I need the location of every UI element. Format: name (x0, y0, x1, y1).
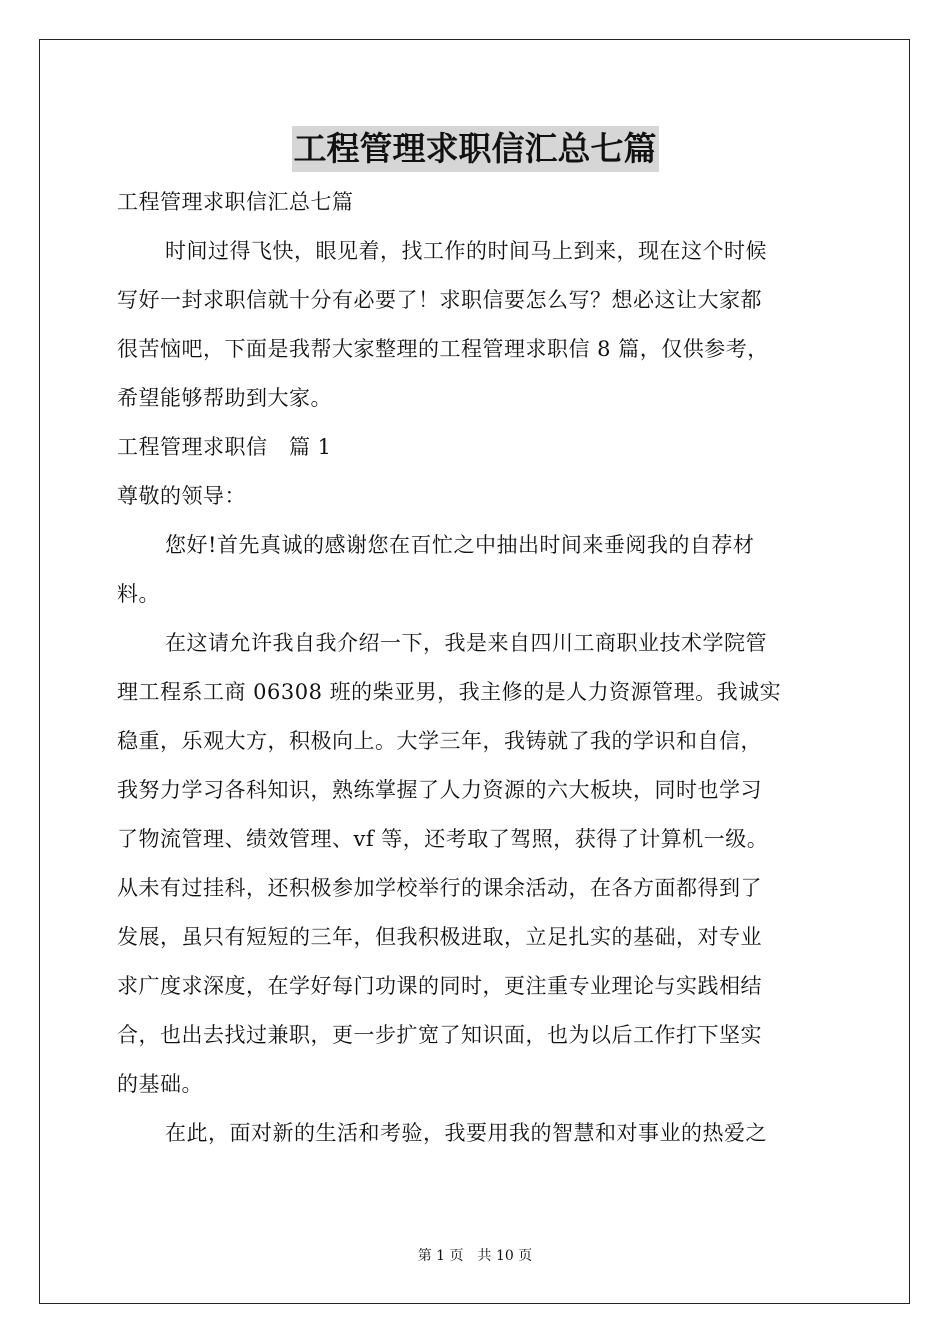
page-total: 共 10 页 (477, 1248, 533, 1264)
text-line: 的基础。 (117, 1072, 203, 1096)
text-line: 工程管理求职信 篇 1 (117, 435, 332, 459)
text-line: 很苦恼吧，下面是我帮大家整理的工程管理求职信 8 篇，仅供参考， (117, 337, 769, 361)
text-line: 您好!首先真诚的感谢您在百忙之中抽出时间来垂阅我的自荐材 (165, 533, 755, 557)
text-line: 希望能够帮助到大家。 (117, 386, 332, 410)
page-number: 第 1 页 (417, 1248, 464, 1264)
text-line: 在此，面对新的生活和考验，我要用我的智慧和对事业的热爱之 (165, 1121, 767, 1145)
text-line: 料。 (117, 582, 160, 606)
text-line: 了物流管理、绩效管理、vf 等，还考取了驾照，获得了计算机一级。 (117, 827, 769, 851)
text-line: 在这请允许我自我介绍一下，我是来自四川工商职业技术学院管 (165, 631, 767, 655)
text-line: 写好一封求职信就十分有必要了！求职信要怎么写？想必这让大家都 (117, 288, 762, 312)
text-line: 发展，虽只有短短的三年，但我积极进取，立足扎实的基础，对专业 (117, 925, 762, 949)
text-line: 工程管理求职信汇总七篇 (117, 190, 354, 214)
text-line: 求广度求深度，在学好每门功课的同时，更注重专业理论与实践相结 (117, 974, 762, 998)
document-body (117, 178, 842, 1158)
text-line: 从未有过挂科，还积极参加学校举行的课余活动，在各方面都得到了 (117, 876, 762, 900)
title-container (0, 126, 950, 172)
document-title: 工程管理求职信汇总七篇 (292, 126, 659, 172)
text-line: 尊敬的领导： (117, 484, 246, 508)
text-line: 时间过得飞快，眼见着，找工作的时间马上到来，现在这个时候 (165, 239, 767, 263)
page-footer (0, 1246, 950, 1266)
text-line: 稳重，乐观大方，积极向上。大学三年，我铸就了我的学识和自信， (117, 729, 762, 753)
text-line: 理工程系工商 06308 班的柴亚男，我主修的是人力资源管理。我诚实 (117, 680, 782, 704)
text-line: 我努力学习各科知识，熟练掌握了人力资源的六大板块，同时也学习 (117, 778, 762, 802)
text-line: 合，也出去找过兼职，更一步扩宽了知识面，也为以后工作打下坚实 (117, 1023, 762, 1047)
